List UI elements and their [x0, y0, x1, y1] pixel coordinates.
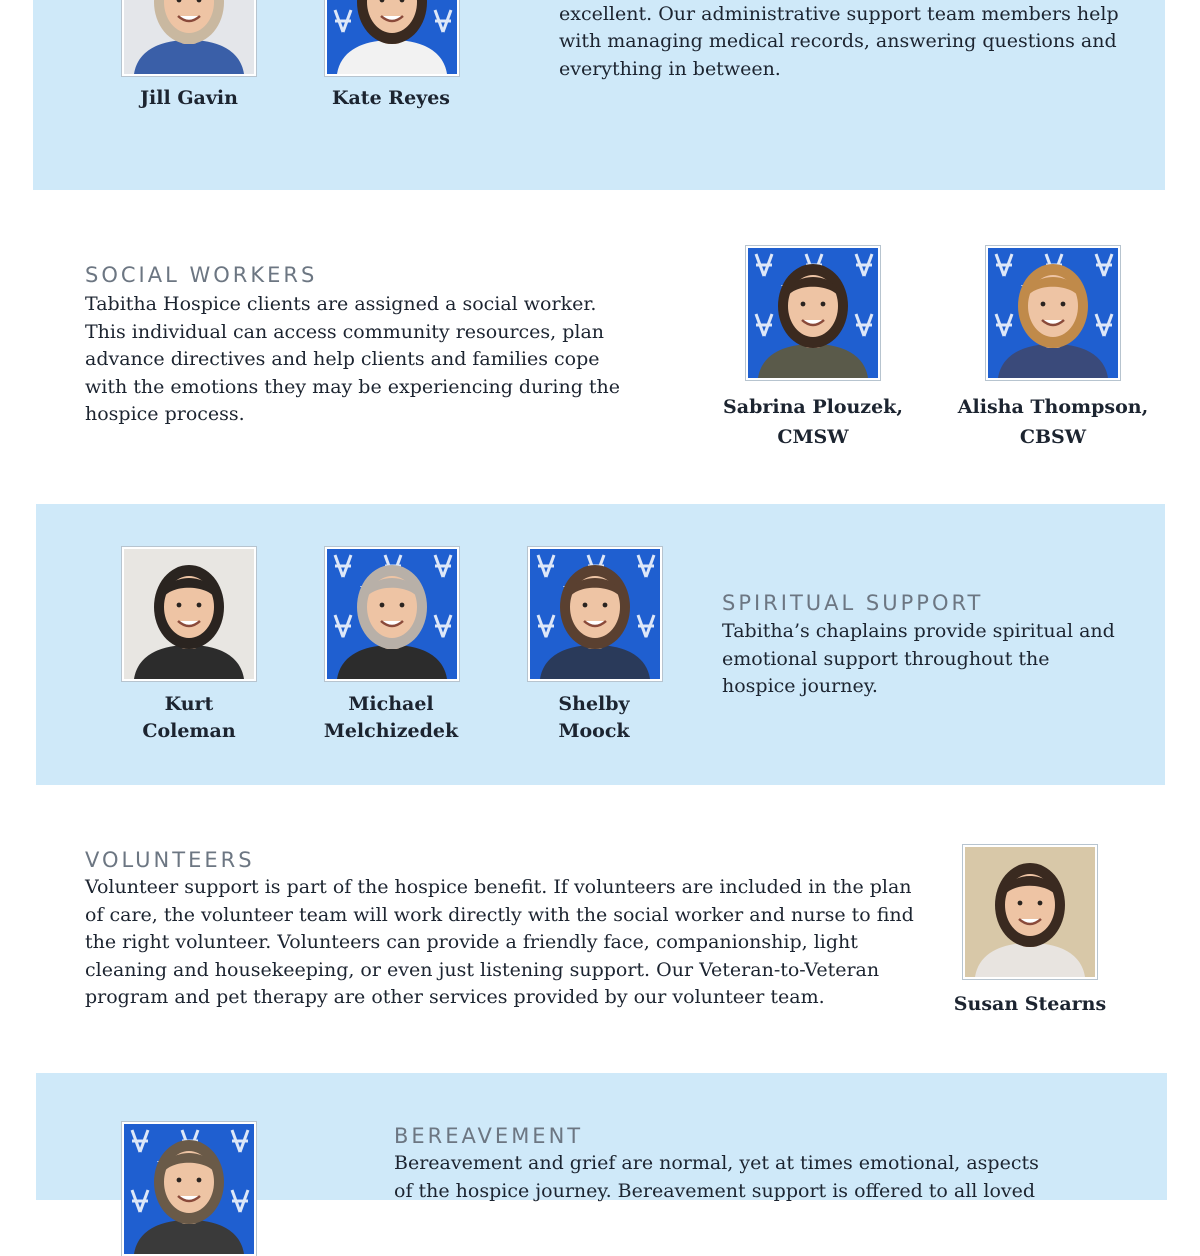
photo-jill-gavin — [122, 0, 256, 76]
name-kate-reyes: Kate Reyes — [331, 87, 450, 109]
portrait-image — [748, 248, 878, 378]
photo-bereavement-staff — [122, 1122, 256, 1256]
name-sabrina-plouzek: Sabrina Plouzek, CMSW — [723, 396, 903, 448]
name-jill-gavin: Jill Gavin — [140, 87, 238, 109]
spiritual-support-heading: SPIRITUAL SUPPORT — [722, 591, 984, 615]
name-michael-melchizedek: Michael Melchizedek — [323, 693, 459, 742]
volunteers-description: Volunteer support is part of the hospice benefit. If volunteers are included in the plan of care, the volunteer team will work directly with the social worker and nurse to find the right volunteer. Volunteers can provide a friendly face, companionship, light cleaning and housekeeping, or even just listening support. Our Veteran-to-Veteran program and pet therapy are other services provided by our volunteer team. — [85, 876, 914, 1008]
bereavement-description: Bereavement and grief are normal, yet at times emotional, aspects of the hospice journey. Bereavement support is offered to all loved — [394, 1152, 1039, 1202]
name-alisha-thompson: Alisha Thompson, CBSW — [957, 396, 1149, 448]
portrait-image — [530, 549, 660, 679]
admin-description: excellent. Our administrative support team members help with managing medical records, answering questions and everything in between. — [559, 2, 1119, 80]
volunteers-heading: VOLUNTEERS — [85, 848, 255, 872]
photo-sabrina-plouzek — [746, 246, 880, 380]
spiritual-support-description: Tabitha’s chaplains provide spiritual and emotional support throughout the hospice journey. — [722, 620, 1115, 697]
name-susan-stearns: Susan Stearns — [953, 993, 1107, 1015]
bereavement-heading: BEREAVEMENT — [394, 1124, 584, 1148]
portrait-image — [327, 549, 457, 679]
portrait-image — [988, 248, 1118, 378]
portrait-image — [965, 847, 1095, 977]
portrait-image — [327, 0, 457, 74]
social-workers-heading: SOCIAL WORKERS — [85, 263, 318, 287]
portrait-image — [124, 0, 254, 74]
name-shelby-moock: Shelby Moock — [558, 693, 630, 742]
photo-michael-melchizedek — [325, 547, 459, 681]
name-kurt-coleman: Kurt Coleman — [142, 693, 236, 742]
photo-alisha-thompson — [986, 246, 1120, 380]
photo-susan-stearns — [963, 845, 1097, 979]
social-workers-description: Tabitha Hospice clients are assigned a social worker. This individual can access community resources, plan advance directives and help clients and families cope with the emotions they may be experiencing during the hospice process. — [85, 293, 621, 425]
photo-kate-reyes — [325, 0, 459, 76]
photo-shelby-moock — [528, 547, 662, 681]
photo-kurt-coleman — [122, 547, 256, 681]
portrait-image — [124, 1124, 254, 1254]
portrait-image — [124, 549, 254, 679]
